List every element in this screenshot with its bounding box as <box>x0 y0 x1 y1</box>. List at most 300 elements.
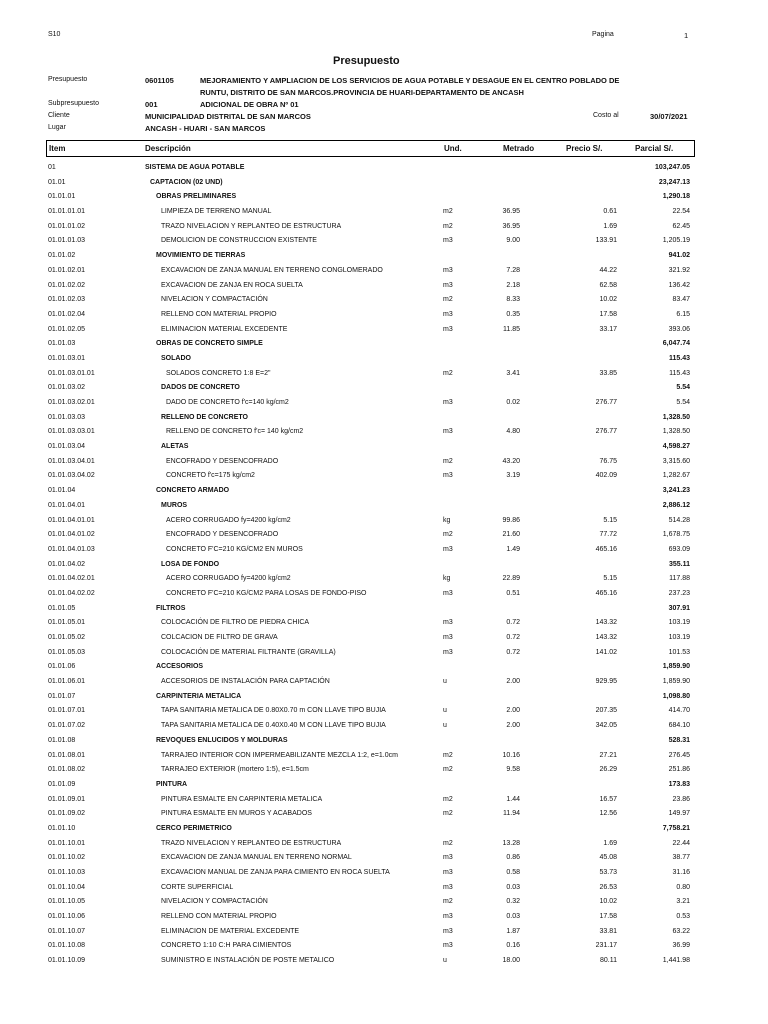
item-description: DADO DE CONCRETO f'c=140 kg/cm2 <box>166 399 289 406</box>
table-row <box>0 177 768 192</box>
presupuesto-description-line-2: RUNTU, DISTRITO DE SAN MARCOS.PROVINCIA DE HUARI-DEPARTAMENTO DE ANCASH <box>200 88 524 97</box>
table-row <box>0 470 768 485</box>
lugar-value: ANCASH - HUARI - SAN MARCOS <box>145 124 266 133</box>
item-precio: 133.91 <box>595 237 617 245</box>
subpresupuesto-label: Subpresupuesto <box>48 100 99 107</box>
item-metrado: 36.95 <box>502 208 520 216</box>
table-row <box>0 617 768 632</box>
item-parcial: 136.42 <box>668 281 690 289</box>
item-parcial: 2,886.12 <box>662 501 690 509</box>
item-parcial: 393.06 <box>668 325 690 333</box>
presupuesto-description-line-1: MEJORAMIENTO Y AMPLIACION DE LOS SERVICIOS DE AGUA POTABLE Y DESAGUE EN EL CENTRO POBLADO DE <box>200 76 620 85</box>
item-metrado: 99.86 <box>502 516 520 524</box>
item-parcial: 6.15 <box>676 310 690 318</box>
item-description: SOLADO <box>161 354 191 362</box>
item-description: CARPINTERIA METALICA <box>156 692 242 700</box>
item-description: SISTEMA DE AGUA POTABLE <box>145 164 245 171</box>
item-parcial: 38.77 <box>672 854 690 862</box>
item-parcial: 684.10 <box>668 722 690 730</box>
table-row <box>0 720 768 735</box>
item-metrado: 7.28 <box>506 266 520 274</box>
table-row <box>0 544 768 559</box>
table-row <box>0 882 768 897</box>
item-metrado: 0.72 <box>506 648 520 656</box>
item-parcial: 1,098.80 <box>662 692 690 700</box>
item-description: CORTE SUPERFICIAL <box>161 883 234 891</box>
item-parcial: 3,315.60 <box>662 457 690 465</box>
item-parcial: 1,290.18 <box>662 193 690 201</box>
item-description: MUROS <box>161 501 188 509</box>
item-unit: m2 <box>443 296 453 304</box>
item-parcial: 4,598.27 <box>662 443 690 451</box>
item-metrado: 4.80 <box>506 428 520 436</box>
table-row <box>0 500 768 515</box>
item-unit: m3 <box>443 472 453 480</box>
table-row <box>0 265 768 280</box>
item-metrado: 0.72 <box>506 619 520 627</box>
cliente-value: MUNICIPALIDAD DISTRITAL DE SAN MARCOS <box>145 112 311 121</box>
page-number: 1 <box>684 31 689 40</box>
table-row <box>0 294 768 309</box>
presupuesto-code: 0601105 <box>145 76 174 85</box>
table-row <box>0 764 768 779</box>
item-metrado: 10.16 <box>502 751 520 759</box>
table-row <box>0 852 768 867</box>
item-metrado: 0.86 <box>506 854 520 862</box>
item-metrado: 1.87 <box>506 927 520 935</box>
item-description: ENCOFRADO Y DESENCOFRADO <box>166 531 279 539</box>
item-code: 01.01.04.02 <box>48 560 85 568</box>
item-parcial: 941.02 <box>668 252 690 260</box>
item-code: 01.01.04.02.02 <box>48 589 95 597</box>
item-precio: 465.16 <box>595 545 617 553</box>
item-metrado: 0.72 <box>506 634 520 641</box>
item-metrado: 2.00 <box>506 678 520 686</box>
item-metrado: 0.32 <box>506 898 520 906</box>
table-row <box>0 647 768 662</box>
item-parcial: 1,282.67 <box>662 472 690 480</box>
item-precio: 53.73 <box>599 869 617 876</box>
item-parcial: 1,328.50 <box>662 413 690 421</box>
item-parcial: 3,241.23 <box>662 487 690 495</box>
item-code: 01.01 <box>48 178 66 186</box>
item-parcial: 23,247.13 <box>658 178 690 186</box>
item-precio: 465.16 <box>595 589 617 597</box>
item-description: TAPA SANITARIA METALICA DE 0.80X0.70 m CON LLAVE TIPO BUJIA <box>161 707 386 715</box>
table-row <box>0 221 768 236</box>
item-unit: m2 <box>443 898 453 906</box>
item-metrado: 2.00 <box>506 707 520 715</box>
item-metrado: 9.00 <box>506 237 520 245</box>
item-parcial: 63.22 <box>672 927 690 935</box>
item-precio: 77.72 <box>599 531 617 539</box>
item-metrado: 18.00 <box>502 957 520 965</box>
item-unit: m2 <box>443 208 453 216</box>
item-description: TARRAJEO EXTERIOR (mortero 1:5), e=1.5cm <box>161 766 309 774</box>
item-unit: kg <box>443 575 451 583</box>
item-description: ELIMINACION DE MATERIAL EXCEDENTE <box>161 927 300 935</box>
item-code: 01.01.04 <box>48 487 76 495</box>
item-unit: m3 <box>443 634 453 641</box>
item-code: 01.01.10.01 <box>48 839 85 847</box>
item-metrado: 11.85 <box>503 325 520 333</box>
item-precio: 62.58 <box>599 281 617 289</box>
item-metrado: 3.19 <box>506 472 520 480</box>
item-description: PINTURA ESMALTE EN MUROS Y ACABADOS <box>161 810 312 818</box>
item-unit: u <box>443 707 447 715</box>
item-parcial: 307.91 <box>668 604 690 612</box>
item-precio: 27.21 <box>599 751 617 759</box>
table-row <box>0 191 768 206</box>
item-metrado: 21.60 <box>502 531 520 539</box>
document-title: Presupuesto <box>333 55 400 67</box>
item-parcial: 3.21 <box>676 898 690 906</box>
item-description: OBRAS DE CONCRETO SIMPLE <box>156 340 263 348</box>
table-row <box>0 779 768 794</box>
item-description: OBRAS PRELIMINARES <box>156 193 237 201</box>
item-parcial: 1,328.50 <box>662 428 690 436</box>
item-parcial: 117.88 <box>669 575 690 583</box>
item-description: TAPA SANITARIA METALICA DE 0.40X0.40 M CON LLAVE TIPO BUJIA <box>161 722 386 730</box>
item-description: FILTROS <box>156 604 186 612</box>
table-row <box>0 250 768 265</box>
table-row <box>0 235 768 250</box>
item-unit: m2 <box>443 369 453 377</box>
item-parcial: 355.11 <box>668 560 690 568</box>
item-unit: m3 <box>443 266 453 274</box>
item-description: EXCAVACION MANUAL DE ZANJA PARA CIMIENTO EN ROCA SUELTA <box>161 869 390 876</box>
item-parcial: 115.43 <box>668 354 690 362</box>
item-parcial: 62.45 <box>672 222 690 230</box>
item-metrado: 36.95 <box>502 222 520 230</box>
table-row <box>0 911 768 926</box>
item-description: MOVIMIENTO DE TIERRAS <box>156 252 246 260</box>
item-metrado: 11.94 <box>503 810 520 818</box>
item-unit: m3 <box>443 869 453 876</box>
table-row <box>0 661 768 676</box>
table-row <box>0 559 768 574</box>
lugar-label: Lugar <box>48 124 66 131</box>
table-row <box>0 309 768 324</box>
header-precio: Precio S/. <box>566 144 603 153</box>
subpresupuesto-code: 001 <box>145 100 158 109</box>
item-description: EXCAVACION DE ZANJA MANUAL EN TERRENO CONGLOMERADO <box>161 266 383 274</box>
item-parcial: 36.99 <box>672 942 690 950</box>
item-code: 01.01.02.02 <box>48 281 85 289</box>
item-parcial: 23.86 <box>672 795 690 803</box>
table-row <box>0 456 768 471</box>
item-description: PINTURA <box>156 780 188 788</box>
item-unit: m3 <box>443 281 453 289</box>
item-code: 01.01.03.04 <box>48 443 85 451</box>
table-row <box>0 735 768 750</box>
table-row <box>0 823 768 838</box>
item-parcial: 0.80 <box>676 883 690 891</box>
item-unit: kg <box>443 516 451 524</box>
item-precio: 10.02 <box>599 898 617 906</box>
item-code: 01.01.10.03 <box>48 869 85 876</box>
item-precio: 342.05 <box>595 722 617 730</box>
item-precio: 10.02 <box>599 296 617 304</box>
item-parcial: 1,859.90 <box>662 663 690 671</box>
item-metrado: 22.89 <box>502 575 520 583</box>
item-unit: m2 <box>443 766 453 774</box>
table-row <box>0 867 768 882</box>
item-unit: m3 <box>443 913 453 921</box>
table-row <box>0 515 768 530</box>
header-metrado: Metrado <box>503 144 535 153</box>
item-precio: 141.02 <box>595 648 617 656</box>
item-unit: m2 <box>443 457 453 465</box>
item-description: EXCAVACION DE ZANJA MANUAL EN TERRENO NORMAL <box>161 854 352 862</box>
header-item: Item <box>49 144 66 153</box>
table-row <box>0 926 768 941</box>
table-row <box>0 441 768 456</box>
item-description: CONCRETO f'c=175 kg/cm2 <box>166 472 255 480</box>
table-row <box>0 603 768 618</box>
item-parcial: 115.43 <box>669 369 690 377</box>
item-code: 01.01.08 <box>48 736 76 744</box>
item-description: ACERO CORRUGADO fy=4200 kg/cm2 <box>166 516 291 524</box>
item-code: 01.01.04.01 <box>48 501 85 509</box>
table-row <box>0 750 768 765</box>
table-row <box>0 485 768 500</box>
item-unit: u <box>443 678 447 686</box>
item-precio: 0.61 <box>603 208 617 216</box>
item-parcial: 173.83 <box>668 780 690 788</box>
item-code: 01.01.10.06 <box>48 913 85 921</box>
item-parcial: 693.09 <box>668 545 690 553</box>
table-row <box>0 397 768 412</box>
item-metrado: 9.58 <box>506 766 520 774</box>
item-description: CAPTACION (02 UND) <box>150 178 223 186</box>
item-description: CONCRETO ARMADO <box>156 487 230 495</box>
item-parcial: 31.16 <box>672 869 690 876</box>
item-code: 01.01.10 <box>48 824 76 832</box>
item-unit: m3 <box>443 310 453 318</box>
item-code: 01.01.09.01 <box>48 795 85 803</box>
table-row <box>0 676 768 691</box>
item-code: 01.01.03.03.01 <box>48 428 95 436</box>
item-description: CONCRETO 1:10 C:H PARA CIMIENTOS <box>161 942 292 950</box>
item-parcial: 83.47 <box>672 296 690 304</box>
table-row <box>0 705 768 720</box>
item-parcial: 528.31 <box>668 736 690 744</box>
item-description: NIVELACION Y COMPACTACIÓN <box>161 898 268 906</box>
item-description: COLOCACIÓN DE FILTRO DE PIEDRA CHICA <box>161 619 310 627</box>
table-row <box>0 794 768 809</box>
table-row <box>0 573 768 588</box>
item-code: 01.01.01.01 <box>48 208 85 216</box>
item-description: COLCACION DE FILTRO DE GRAVA <box>161 634 278 641</box>
item-description: ACCESORIOS DE INSTALACIÓN PARA CAPTACIÓN <box>161 678 330 686</box>
item-parcial: 1,859.90 <box>662 678 690 686</box>
item-precio: 143.32 <box>595 634 617 641</box>
table-row <box>0 338 768 353</box>
item-parcial: 237.23 <box>668 589 690 597</box>
item-precio: 44.22 <box>599 266 617 274</box>
item-metrado: 1.44 <box>506 795 520 803</box>
table-row <box>0 529 768 544</box>
item-unit: m2 <box>443 810 453 818</box>
table-row <box>0 368 768 383</box>
item-code: 01.01.06.01 <box>48 678 85 686</box>
item-code: 01.01.10.05 <box>48 898 85 906</box>
item-code: 01.01.03.04.02 <box>48 472 95 480</box>
item-parcial: 251.86 <box>668 766 690 774</box>
report-code: S10 <box>48 31 61 38</box>
item-precio: 1.69 <box>603 222 617 230</box>
item-parcial: 0.53 <box>676 913 690 921</box>
item-code: 01.01.03.01.01 <box>48 369 95 377</box>
item-description: RELLENO CON MATERIAL PROPIO <box>161 913 277 921</box>
item-code: 01.01.09 <box>48 780 76 788</box>
item-unit: m3 <box>443 927 453 935</box>
header-parcial: Parcial S/. <box>635 144 674 153</box>
item-precio: 26.53 <box>599 883 617 891</box>
item-metrado: 0.02 <box>506 399 520 406</box>
item-precio: 5.15 <box>603 516 617 524</box>
table-row <box>0 162 768 177</box>
item-description: ELIMINACION MATERIAL EXCEDENTE <box>161 325 288 333</box>
table-row <box>0 206 768 221</box>
header-unit: Und. <box>444 144 462 153</box>
item-code: 01.01.03.02 <box>48 384 85 392</box>
table-header <box>46 140 695 157</box>
item-code: 01.01.03.01 <box>48 354 85 362</box>
item-description: NIVELACION Y COMPACTACIÓN <box>161 296 268 304</box>
table-row <box>0 588 768 603</box>
item-precio: 45.08 <box>599 854 617 862</box>
item-description: SOLADOS CONCRETO 1:8 E=2" <box>166 369 271 377</box>
item-precio: 1.69 <box>603 839 617 847</box>
item-code: 01.01.01 <box>48 193 76 201</box>
item-precio: 276.77 <box>595 399 617 406</box>
item-description: ACCESORIOS <box>156 663 204 671</box>
item-description: ACERO CORRUGADO fy=4200 kg/cm2 <box>166 575 291 583</box>
item-code: 01.01.05.03 <box>48 648 85 656</box>
item-parcial: 321.92 <box>668 266 690 274</box>
item-description: COLOCACIÓN DE MATERIAL FILTRANTE (GRAVILLA) <box>161 648 336 656</box>
item-description: SUMINISTRO E INSTALACIÓN DE POSTE METALICO <box>161 957 335 965</box>
item-code: 01.01.04.01.03 <box>48 545 95 553</box>
item-description: CERCO PERIMETRICO <box>156 824 232 832</box>
item-parcial: 149.97 <box>668 810 690 818</box>
item-code: 01.01.03.04.01 <box>48 457 95 465</box>
item-metrado: 13.28 <box>502 839 520 847</box>
item-code: 01.01.02.01 <box>48 266 85 274</box>
item-unit: m3 <box>443 942 453 950</box>
item-metrado: 0.03 <box>506 883 520 891</box>
item-unit: m2 <box>443 839 453 847</box>
item-code: 01.01.04.01.01 <box>48 516 95 524</box>
item-metrado: 1.49 <box>506 545 520 553</box>
item-unit: m3 <box>443 237 453 245</box>
item-description: EXCAVACION DE ZANJA EN ROCA SUELTA <box>161 281 303 289</box>
item-description: RELLENO DE CONCRETO <box>161 413 248 421</box>
presupuesto-label: Presupuesto <box>48 76 88 83</box>
item-parcial: 1,441.98 <box>662 957 690 965</box>
table-row <box>0 896 768 911</box>
item-precio: 5.15 <box>603 575 617 583</box>
item-code: 01.01.01.03 <box>48 237 85 245</box>
item-parcial: 6,047.74 <box>662 340 690 348</box>
table-row <box>0 324 768 339</box>
item-unit: m3 <box>443 545 453 553</box>
item-metrado: 0.58 <box>506 869 520 876</box>
item-description: ENCOFRADO Y DESENCOFRADO <box>166 457 279 465</box>
item-unit: m3 <box>443 325 453 333</box>
item-code: 01.01.05.01 <box>48 619 85 627</box>
item-code: 01.01.02.05 <box>48 325 85 333</box>
item-code: 01.01.06 <box>48 663 76 671</box>
item-parcial: 103.19 <box>668 634 690 641</box>
page-label: Pagina <box>592 31 614 38</box>
item-description: LIMPIEZA DE TERRENO MANUAL <box>161 208 272 216</box>
item-description: REVOQUES ENLUCIDOS Y MOLDURAS <box>156 736 288 744</box>
item-metrado: 43.20 <box>502 457 520 465</box>
item-parcial: 1,678.75 <box>662 531 690 539</box>
item-description: RELLENO CON MATERIAL PROPIO <box>161 310 277 318</box>
item-unit: m3 <box>443 399 453 406</box>
subpresupuesto-description: ADICIONAL DE OBRA Nº 01 <box>200 100 299 109</box>
item-precio: 76.75 <box>599 457 617 465</box>
item-code: 01.01.04.02.01 <box>48 575 95 583</box>
item-unit: m3 <box>443 428 453 436</box>
item-description: RELLENO DE CONCRETO f'c= 140 kg/cm2 <box>166 428 304 436</box>
item-code: 01.01.10.07 <box>48 927 85 935</box>
item-unit: u <box>443 722 447 730</box>
item-parcial: 414.70 <box>668 707 690 715</box>
item-precio: 17.58 <box>599 310 617 318</box>
item-parcial: 22.44 <box>672 839 690 847</box>
item-code: 01.01.07.01 <box>48 707 85 715</box>
item-parcial: 103.19 <box>668 619 690 627</box>
item-precio: 80.11 <box>600 957 617 965</box>
item-parcial: 1,205.19 <box>662 237 690 245</box>
header-description: Descripción <box>145 144 191 153</box>
item-description: DADOS DE CONCRETO <box>161 384 240 392</box>
item-precio: 26.29 <box>599 766 617 774</box>
item-code: 01.01.10.08 <box>48 942 85 950</box>
item-code: 01.01.05.02 <box>48 634 85 641</box>
table-row <box>0 632 768 647</box>
item-description: CONCRETO F'C=210 KG/CM2 PARA LOSAS DE FONDO-PISO <box>166 589 367 597</box>
table-row <box>0 838 768 853</box>
item-precio: 33.17 <box>599 325 617 333</box>
item-parcial: 103,247.05 <box>654 164 690 171</box>
cliente-label: Cliente <box>48 112 70 119</box>
item-code: 01.01.10.09 <box>48 957 85 965</box>
item-metrado: 2.00 <box>506 722 520 730</box>
table-row <box>0 426 768 441</box>
item-precio: 402.09 <box>595 472 617 480</box>
item-code: 01.01.09.02 <box>48 810 85 818</box>
item-code: 01.01.08.01 <box>48 751 85 759</box>
item-unit: m3 <box>443 619 453 627</box>
item-code: 01.01.10.04 <box>48 883 85 891</box>
budget-table-body <box>0 162 768 970</box>
costo-date: 30/07/2021 <box>650 112 688 121</box>
item-precio: 143.32 <box>595 619 617 627</box>
item-description: TARRAJEO INTERIOR CON IMPERMEABILIZANTE MEZCLA 1:2, e=1.0cm <box>161 751 398 759</box>
item-code: 01.01.10.02 <box>48 854 85 862</box>
item-metrado: 2.18 <box>506 281 520 289</box>
table-row <box>0 808 768 823</box>
item-description: TRAZO NIVELACION Y REPLANTEO DE ESTRUCTURA <box>161 222 342 230</box>
item-code: 01.01.07 <box>48 692 76 700</box>
item-metrado: 0.51 <box>506 589 520 597</box>
